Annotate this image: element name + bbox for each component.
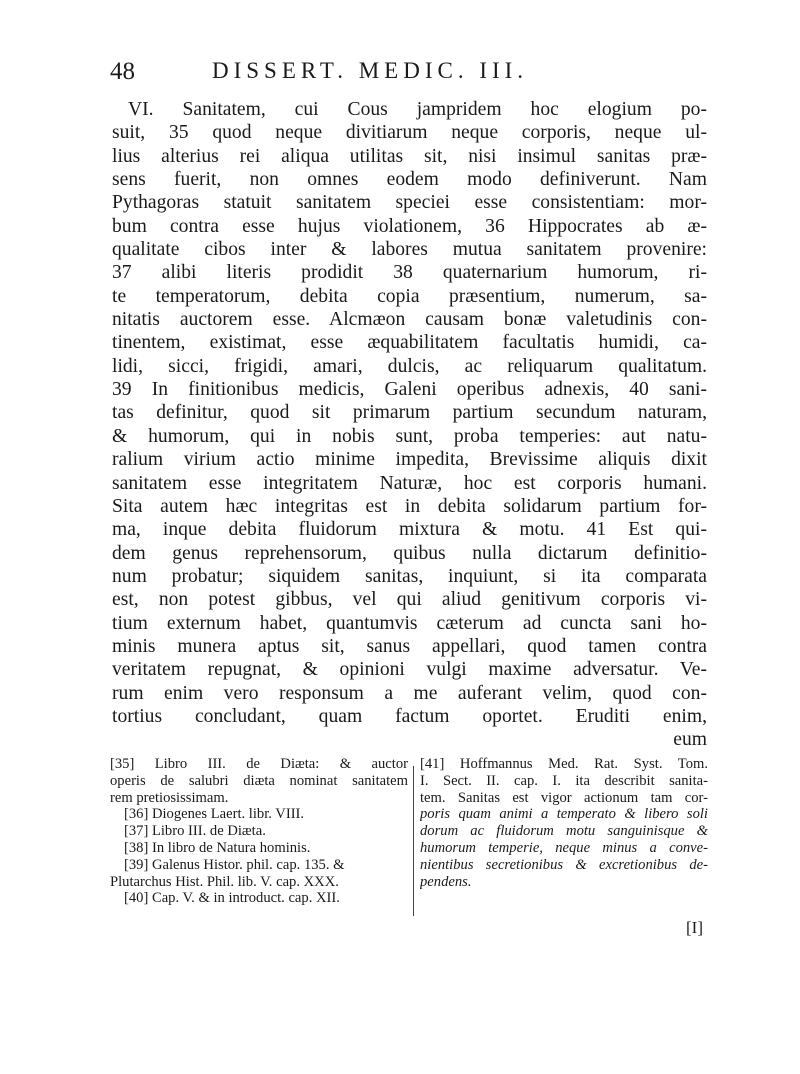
text-line: 37 alibi literis prodidit 38 quaternarium humorum, ri-: [112, 262, 707, 284]
text-line: lidi, sicci, frigidi, amari, dulcis, ac reliquarum qualitatum.: [112, 355, 707, 377]
text-line: minis munera aptus sit, sanus appellari, quod tamen contra: [112, 635, 707, 657]
footnote-line: [36] Diogenes Laert. libr. VIII.: [124, 806, 305, 823]
footnote-line: [41] Hoffmannus Med. Rat. Syst. Tom.: [420, 756, 708, 772]
footnote-line: pendens.: [420, 873, 472, 890]
signature-mark: [I]: [686, 918, 703, 937]
text-line: tium externum habet, quantumvis cæterum ad cuncta sani ho-: [112, 612, 707, 634]
text-line: VI. Sanitatem, cui Cous jampridem hoc elogium po-: [128, 99, 707, 120]
page-number: 48: [110, 58, 135, 85]
text-line: veritatem repugnat, & opinioni vulgi maxime adversatur. Ve-: [112, 659, 707, 681]
footnote-line: rem pretiosissimam.: [110, 789, 229, 806]
running-head: DISSERT. MEDIC. III.: [212, 58, 529, 83]
text-line: Sita autem hæc integritas est in debita solidarum partium for-: [112, 495, 707, 517]
footnote-line: [40] Cap. V. & in introduct. cap. XII.: [124, 890, 340, 907]
footnote-line: I. Sect. II. cap. I. ita describit sanita-: [420, 772, 708, 789]
footnotes-section: [110, 756, 708, 922]
page-header: [110, 56, 702, 90]
footnote-line: tem. Sanitas est vigor actionum tam cor-: [420, 789, 708, 806]
text-line: tortius concludant, quam factum oportet. Eruditi enim,: [112, 705, 707, 727]
footnote-line: operis de salubri diæta nominat sanitatem: [110, 772, 408, 789]
text-line: tas definitur, quod sit primarum partium secundum naturam,: [112, 402, 707, 424]
footnote-line: poris quam animi a temperato & libero soli: [420, 806, 708, 823]
text-line: te temperatorum, debita copia præsentium, numerum, sa-: [112, 285, 707, 307]
text-line: 39 In finitionibus medicis, Galeni operibus adnexis, 40 sani-: [112, 379, 707, 401]
footnote-line: humorum temperie, neque minus a conve-: [420, 839, 708, 856]
footnotes-right-column: [420, 756, 708, 890]
footnote-line: [35] Libro III. de Diæta: & auctor: [110, 756, 408, 772]
text-line: sens fuerit, non omnes eodem modo definiverunt. Nam: [112, 169, 707, 191]
text-line: qualitate cibos inter & labores mutua sanitatem provenire:: [112, 239, 707, 261]
text-line: dem genus reprehensorum, quibus nulla dictarum definitio-: [112, 542, 707, 564]
footnote-line: dorum ac fluidorum motu sanguinisque &: [420, 823, 708, 840]
text-line: suit, 35 quod neque divitiarum neque corporis, neque ul-: [112, 122, 707, 144]
footnotes-left-column: [110, 756, 408, 907]
footnote-line: [38] In libro de Natura hominis.: [124, 839, 311, 856]
text-line: ma, inque debita fluidorum mixtura & motu. 41 Est qui-: [112, 519, 707, 541]
text-line: bum contra esse hujus violationem, 36 Hippocrates ab æ-: [112, 215, 707, 237]
text-line: ralium virium actio minime impedita, Brevissime aliquis dixit: [112, 449, 707, 471]
footnote-line: [37] Libro III. de Diæta.: [124, 823, 266, 840]
text-line: num probatur; siquidem sanitas, inquiunt, si ita comparata: [112, 565, 707, 587]
footnote-line: [39] Galenus Histor. phil. cap. 135. &: [124, 856, 345, 873]
footnote-line: Plutarchus Hist. Phil. lib. V. cap. XXX.: [110, 873, 339, 890]
text-line: rum enim vero responsum a me auferant velim, quod con-: [112, 682, 707, 704]
text-line: est, non potest gibbus, vel qui aliud genitivum corporis vi-: [112, 589, 707, 611]
footnote-column-divider: [413, 766, 414, 916]
main-text-block: [112, 98, 707, 752]
text-line: nitatis auctorem esse. Alcmæon causam bonæ valetudinis con-: [112, 309, 707, 331]
text-line: & humorum, qui in nobis sunt, proba temperies: aut natu-: [112, 425, 707, 447]
catchword: eum: [673, 729, 707, 751]
footnote-line: nientibus secretionibus & excretionibus de-: [420, 856, 708, 873]
text-line: Pythagoras statuit sanitatem speciei esse consistentiam: mor-: [112, 192, 707, 214]
text-line: sanitatem esse integritatem Naturæ, hoc est corporis humani.: [112, 472, 707, 494]
text-line: tinentem, existimat, esse æquabilitatem facultatis humidi, ca-: [112, 332, 707, 354]
text-line: lius alterius rei aliqua utilitas sit, nisi insimul sanitas præ-: [112, 145, 707, 167]
